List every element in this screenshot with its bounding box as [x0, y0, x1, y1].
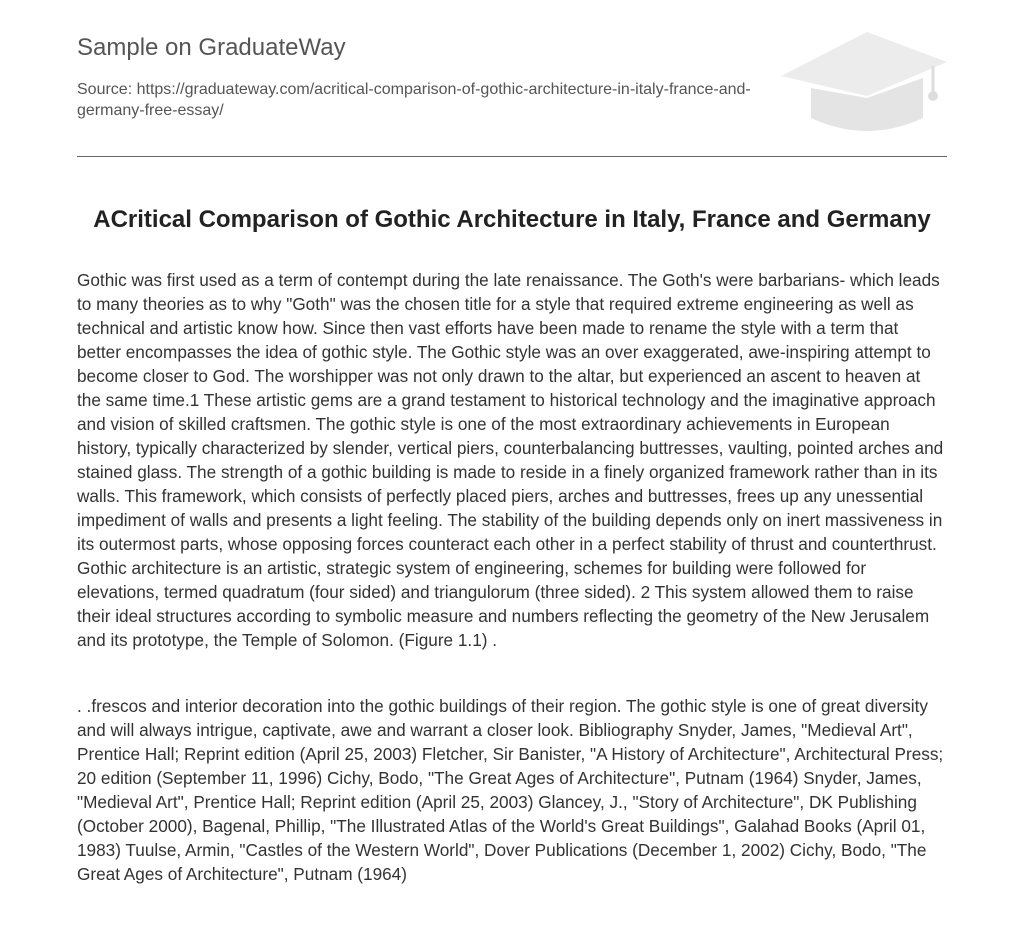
header [77, 0, 947, 157]
source-line [77, 79, 767, 121]
graduation-cap-icon [781, 30, 947, 134]
article-title: ACritical Comparison of Gothic Architecture in Italy, France and Germany [93, 206, 931, 233]
site-title: Sample on GraduateWay [77, 34, 346, 61]
source-label: Source: [77, 81, 133, 98]
page [77, 0, 947, 884]
source-link[interactable]: https://graduateway.com/acritical-comparison-of-gothic-architecture-in-italy-france-and-germany-free-essay/ [77, 81, 751, 119]
article-paragraph: . .frescos and interior decoration into the gothic buildings of their region. The gothic style is one of great diversity and will always intrigue, captivate, awe and warrant a closer look. Bibliography Snyder, James, "Medieval Art", Prentice Hall; Reprint edition (April 25, 2003) Fletcher, Sir Banister, "A History of Architecture", Architectural Press; 20 edition (September 11, 1996) Cichy, Bodo, "The Great Ages of Architecture", Putnam (1964) Snyder, James, "Medieval Art", Prentice Hall; Reprint edition (April 25, 2003) Glancey, J., "Story of Architecture", DK Publishing (October 2000), Bagenal, Phillip, "The Illustrated Atlas of the World's Great Buildings", Galahad Books (April 01, 1983) Tuulse, Armin, "Castles of the Western World", Dover Publications (December 1, 2002) Cichy, Bodo, "The Great Ages of Architecture", Putnam (1964) [77, 696, 944, 884]
article-paragraph: Gothic was first used as a term of contempt during the late renaissance. The Goth's were barbarians- which leads to many theories as to why "Goth" was the chosen title for a style that required extreme engineering as well as technical and artistic know how. Since then vast efforts have been made to rename the style with a term that better encompasses the idea of gothic style. The Gothic style was an over exaggerated, awe-inspiring attempt to become closer to God. The worshipper was not only drawn to the altar, but experienced an ascent to heaven at the same time.1 These artistic gems are a grand testament to historical technology and the imaginative approach and vision of skilled craftsmen. The gothic style is one of the most extraordinary achievements in European history, typically characterized by slender, vertical piers, counterbalancing buttresses, vaulting, pointed arches and stained glass. The strength of a gothic building is made to reside in a finely organized framework rather than in its walls. This framework, which consists of perfectly placed piers, arches and buttresses, frees up any unessential impediment of walls and presents a light feeling. The stability of the building depends only on inert massiveness in its outermost parts, whose opposing forces counteract each other in a perfect stability of thrust and counterthrust. Gothic architecture is an artistic, strategic system of engineering, schemes for building were followed for elevations, termed quadratum (four sided) and triangulorum (three sided). 2 This system allowed them to raise their ideal structures according to symbolic measure and numbers reflecting the geometry of the New Jerusalem and its prototype, the Temple of Solomon. (Figure 1.1) . [77, 270, 944, 650]
